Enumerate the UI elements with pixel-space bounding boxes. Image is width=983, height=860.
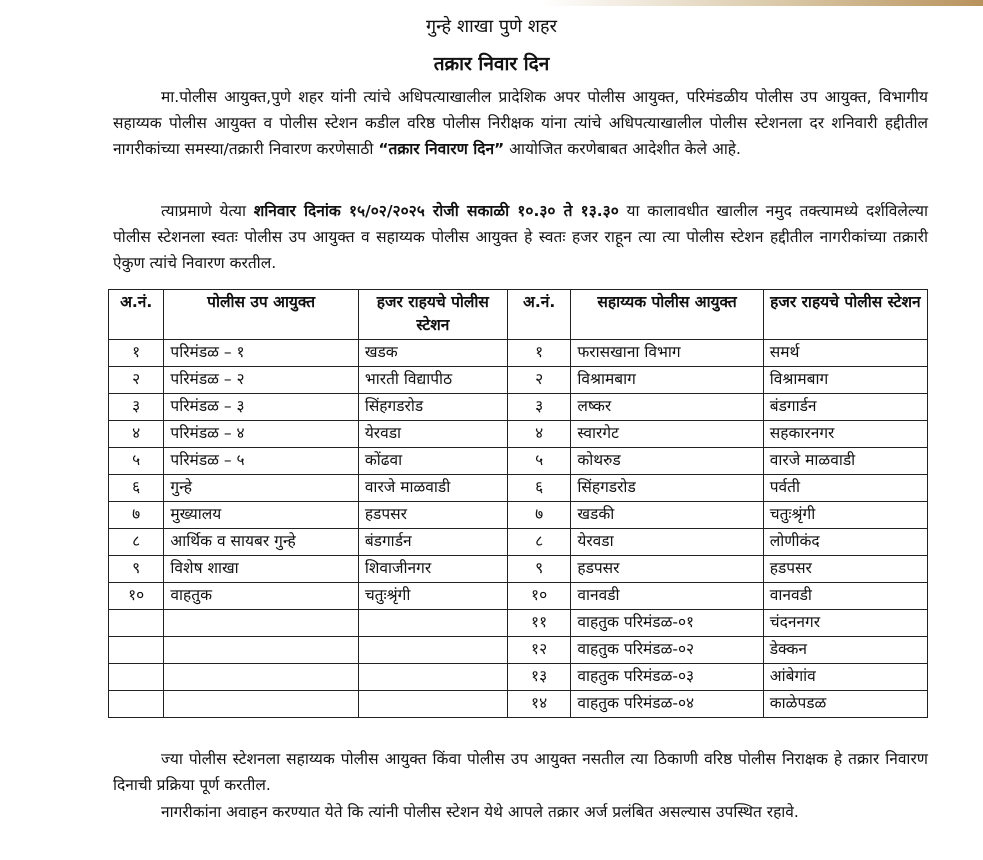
table-row — [109, 691, 928, 718]
table-row — [109, 664, 928, 691]
cell-acp-name: वानवडी — [571, 583, 763, 610]
table-row — [109, 475, 928, 502]
cell-serial-2: १३ — [507, 664, 570, 691]
cell-dcp-name — [164, 610, 358, 637]
cell-station-1: वारजे माळवाडी — [358, 475, 507, 502]
header-serial-2: अ.नं. — [507, 290, 570, 340]
cell-serial-2: ८ — [507, 529, 570, 556]
note-text: ज्या पोलीस स्टेशनला सहाय्यक पोलीस आयुक्त किंवा पोलीस उप आयुक्त नसतील त्या ठिकाणी वरिष्ठ पोलीस निराक्षक हे तक्रार निवारण दिनाची प्रक्रिया पूर्ण करतील. — [113, 750, 928, 794]
table-header-row — [109, 290, 928, 340]
cell-acp-name: खडकी — [571, 502, 763, 529]
cell-serial-2: ५ — [507, 448, 570, 475]
cell-station-2: चंदननगर — [763, 610, 927, 637]
cell-acp-name: वाहतुक परिमंडळ-०१ — [571, 610, 763, 637]
cell-serial-1: १ — [109, 340, 164, 367]
cell-acp-name: लष्कर — [571, 394, 763, 421]
cell-station-1: बंडगार्डन — [358, 529, 507, 556]
table-row — [109, 502, 928, 529]
cell-serial-1: ८ — [109, 529, 164, 556]
intro-bold-phrase: “तक्रार निवारण दिन” — [378, 140, 505, 158]
cell-station-2: समर्थ — [763, 340, 927, 367]
table-row — [109, 367, 928, 394]
intro-text: मा.पोलीस आयुक्त,पुणे शहर यांनी त्यांचे अधिपत्याखालील प्रादेशिक अपर पोलीस आयुक्त, परिमंडळीय पोलीस उप आयुक्त, विभागीय सहाय्यक पोलीस आयुक्त व पोलीस स्टेशन कडील वरिष्ठ पोलीस निरीक्षक यांना त्यांचे अधिपत्याखालील पोलीस स्टेशनला दर शनिवारी हद्दीतील नागरीकांच्या समस्या/तक्रारी निवारण करणेसाठी — [113, 88, 928, 158]
cell-station-2: लोणीकंद — [763, 529, 927, 556]
cell-station-1: शिवाजीनगर — [358, 556, 507, 583]
table-row — [109, 583, 928, 610]
cell-dcp-name — [164, 691, 358, 718]
cell-serial-1: १० — [109, 583, 164, 610]
cell-serial-2: १२ — [507, 637, 570, 664]
cell-acp-name: कोथरुड — [571, 448, 763, 475]
table-row — [109, 637, 928, 664]
cell-station-2: सहकारनगर — [763, 421, 927, 448]
table-row — [109, 421, 928, 448]
cell-station-2: चतुःश्रृंगी — [763, 502, 927, 529]
cell-station-1: भारती विद्यापीठ — [358, 367, 507, 394]
cell-serial-1: ३ — [109, 394, 164, 421]
cell-serial-1 — [109, 691, 164, 718]
cell-station-2: डेक्कन — [763, 637, 927, 664]
table-row — [109, 610, 928, 637]
cell-serial-2: ३ — [507, 394, 570, 421]
schedule-post: या कालावधीत खालील नमुद तक्त्यामध्ये दर्शविलेल्या पोलीस स्टेशनला स्वतः पोलीस उप आयुक्त व सहाय्यक पोलीस आयुक्त हे स्वतः हजर राहून त्या त्या पोलीस स्टेशन हद्दीतील नागरीकांच्या तक्रारी ऐकुण त्यांचे निवारण करतील. — [113, 202, 929, 272]
cell-serial-2: १० — [507, 583, 570, 610]
cell-dcp-name: आर्थिक व सायबर गुन्हे — [164, 529, 358, 556]
cell-station-2: विश्रामबाग — [763, 367, 927, 394]
intro-tail: आयोजित करणेबाबत आदेशीत केले आहे. — [504, 140, 741, 158]
cell-serial-2: ७ — [507, 502, 570, 529]
cell-serial-1: ९ — [109, 556, 164, 583]
cell-serial-2: ९ — [507, 556, 570, 583]
cell-serial-1 — [109, 610, 164, 637]
cell-serial-2: ४ — [507, 421, 570, 448]
cell-dcp-name: विशेष शाखा — [164, 556, 358, 583]
cell-serial-1 — [109, 637, 164, 664]
cell-serial-1: २ — [109, 367, 164, 394]
cell-serial-1: ५ — [109, 448, 164, 475]
cell-station-1: कोंढवा — [358, 448, 507, 475]
note-paragraph — [113, 746, 928, 798]
cell-station-1: चतुःश्रृंगी — [358, 583, 507, 610]
intro-paragraph — [113, 84, 928, 162]
cell-station-1: सिंहगडरोड — [358, 394, 507, 421]
table-row — [109, 556, 928, 583]
cell-acp-name: विश्रामबाग — [571, 367, 763, 394]
cell-dcp-name — [164, 664, 358, 691]
cell-dcp-name: परिमंडळ – १ — [164, 340, 358, 367]
decorative-top-bar — [0, 0, 983, 6]
cell-station-1: येरवडा — [358, 421, 507, 448]
cell-station-1 — [358, 610, 507, 637]
table-row — [109, 529, 928, 556]
cell-serial-2: १ — [507, 340, 570, 367]
cell-serial-2: १४ — [507, 691, 570, 718]
cell-station-2: हडपसर — [763, 556, 927, 583]
appeal-text: नागरीकांना अवाहन करण्यात येते कि त्यांनी पोलीस स्टेशन येथे आपले तक्रार अर्ज प्रलंबित असल्यास उपस्थित रहावे. — [161, 803, 799, 821]
cell-station-1 — [358, 664, 507, 691]
cell-dcp-name: वाहतुक — [164, 583, 358, 610]
schedule-date-time: शनिवार दिनांक १५/०२/२०२५ रोजी सकाळी १०.३० ते १३.३० — [253, 202, 619, 220]
header-acp: सहाय्यक पोलीस आयुक्त — [571, 290, 763, 340]
cell-station-2: बंडगार्डन — [763, 394, 927, 421]
cell-station-1 — [358, 637, 507, 664]
schedule-paragraph — [113, 198, 928, 276]
cell-station-1: हडपसर — [358, 502, 507, 529]
cell-acp-name: फरासखाना विभाग — [571, 340, 763, 367]
header-serial-1: अ.नं. — [109, 290, 164, 340]
cell-acp-name: सिंहगडरोड — [571, 475, 763, 502]
header-dcp: पोलीस उप आयुक्त — [164, 290, 358, 340]
cell-dcp-name — [164, 637, 358, 664]
header-station-1: हजर राहयचे पोलीस स्टेशन — [358, 290, 507, 340]
cell-serial-1: ७ — [109, 502, 164, 529]
cell-serial-1: ६ — [109, 475, 164, 502]
cell-serial-1 — [109, 664, 164, 691]
cell-station-1: खडक — [358, 340, 507, 367]
cell-acp-name: वाहतुक परिमंडळ-०३ — [571, 664, 763, 691]
cell-acp-name: वाहतुक परिमंडळ-०२ — [571, 637, 763, 664]
cell-acp-name: स्वारगेट — [571, 421, 763, 448]
header-station-2: हजर राहयचे पोलीस स्टेशन — [763, 290, 927, 340]
table-row — [109, 448, 928, 475]
cell-dcp-name: परिमंडळ – ४ — [164, 421, 358, 448]
cell-station-2: पर्वती — [763, 475, 927, 502]
cell-serial-2: ११ — [507, 610, 570, 637]
table-row — [109, 394, 928, 421]
cell-station-2: वारजे माळवाडी — [763, 448, 927, 475]
table-body — [109, 340, 928, 718]
cell-station-1 — [358, 691, 507, 718]
cell-acp-name: येरवडा — [571, 529, 763, 556]
cell-dcp-name: परिमंडळ – ३ — [164, 394, 358, 421]
cell-serial-2: ६ — [507, 475, 570, 502]
page-title: तक्रार निवार दिन — [433, 53, 550, 75]
schedule-pre: त्याप्रमाणे येत्या — [161, 202, 254, 220]
cell-serial-1: ४ — [109, 421, 164, 448]
cell-dcp-name: परिमंडळ – २ — [164, 367, 358, 394]
cell-station-2: काळेपडळ — [763, 691, 927, 718]
cell-dcp-name: गुन्हे — [164, 475, 358, 502]
appeal-paragraph — [113, 799, 928, 825]
cell-acp-name: हडपसर — [571, 556, 763, 583]
cell-dcp-name: परिमंडळ – ५ — [164, 448, 358, 475]
cell-station-2: वानवडी — [763, 583, 927, 610]
department-heading: गुन्हे शाखा पुणे शहर — [426, 16, 557, 37]
assignment-table — [108, 289, 928, 718]
cell-dcp-name: मुख्यालय — [164, 502, 358, 529]
cell-serial-2: २ — [507, 367, 570, 394]
cell-acp-name: वाहतुक परिमंडळ-०४ — [571, 691, 763, 718]
cell-station-2: आंबेगांव — [763, 664, 927, 691]
table-row — [109, 340, 928, 367]
